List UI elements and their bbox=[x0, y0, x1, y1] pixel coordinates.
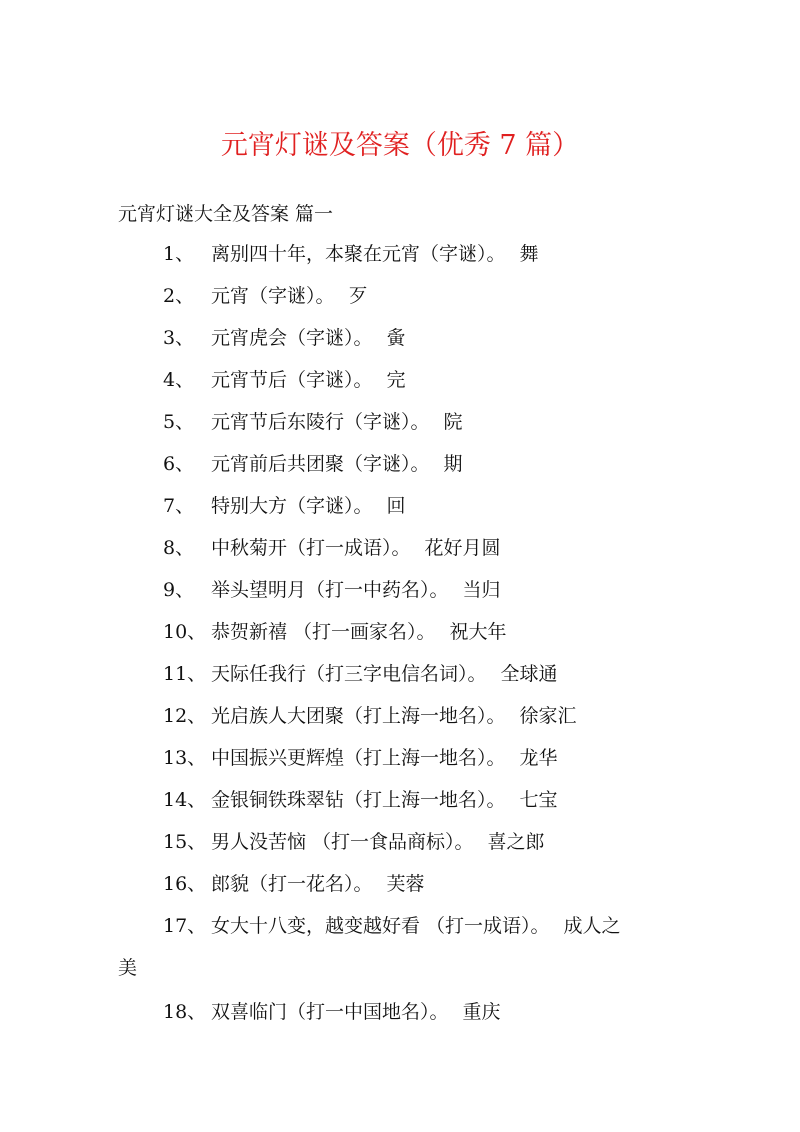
riddle-item bbox=[118, 991, 718, 1033]
riddle-question: 中国振兴更辉煌（打上海一地名）。 bbox=[211, 747, 506, 769]
riddle-question: 特别大方（字谜）。 bbox=[211, 495, 373, 517]
riddle-question: 女大十八变，越变越好看 （打一成语）。 bbox=[211, 915, 550, 937]
riddle-answer: 七宝 bbox=[519, 789, 558, 811]
riddle-answer: 成人之 bbox=[563, 915, 621, 937]
riddle-item bbox=[118, 485, 718, 527]
riddle-answer: 舞 bbox=[519, 243, 539, 265]
riddle-answer: 龙华 bbox=[519, 747, 558, 769]
riddle-answer: 重庆 bbox=[462, 1001, 501, 1023]
riddle-item bbox=[118, 527, 718, 569]
riddle-question: 中秋菊开（打一成语）。 bbox=[211, 537, 411, 559]
riddle-item bbox=[118, 863, 718, 905]
riddle-item bbox=[118, 611, 718, 653]
riddle-number: 11、 bbox=[163, 663, 207, 685]
riddle-number: 18、 bbox=[163, 1001, 207, 1023]
riddle-answer: 歹 bbox=[348, 285, 368, 307]
riddle-number: 12、 bbox=[163, 705, 207, 727]
riddle-answer: 祝大年 bbox=[449, 621, 507, 643]
riddle-answer: 当归 bbox=[462, 579, 501, 601]
riddle-number: 10、 bbox=[163, 621, 207, 643]
riddle-number: 13、 bbox=[163, 747, 207, 769]
riddle-item bbox=[118, 779, 718, 821]
riddle-question: 元宵虎会（字谜）。 bbox=[211, 327, 373, 349]
riddle-answer: 全球通 bbox=[500, 663, 558, 685]
riddle-question: 元宵节后（字谜）。 bbox=[211, 369, 373, 391]
riddle-number: 9、 bbox=[163, 579, 195, 601]
riddle-number: 8、 bbox=[163, 537, 195, 559]
riddle-question: 男人没苦恼 （打一食品商标）。 bbox=[211, 831, 474, 853]
riddle-question: 离别四十年，本聚在元宵（字谜）。 bbox=[211, 243, 506, 265]
section-heading: 元宵灯谜大全及答案 篇一 bbox=[118, 203, 334, 225]
riddle-item bbox=[118, 275, 718, 317]
riddle-question: 金银铜铁珠翠钻（打上海一地名）。 bbox=[211, 789, 506, 811]
riddle-question: 双喜临门（打一中国地名）。 bbox=[211, 1001, 449, 1023]
riddle-number: 17、 bbox=[163, 915, 207, 937]
riddle-question: 元宵节后东陵行（字谜）。 bbox=[211, 411, 430, 433]
riddle-item bbox=[118, 317, 718, 359]
riddle-number: 3、 bbox=[163, 327, 195, 349]
riddle-number: 15、 bbox=[163, 831, 207, 853]
riddle-answer: 完 bbox=[386, 369, 406, 391]
riddle-answer-continuation: 美 bbox=[118, 957, 138, 979]
riddle-answer: 回 bbox=[386, 495, 406, 517]
riddle-number: 6、 bbox=[163, 453, 195, 475]
riddle-item bbox=[118, 443, 718, 485]
riddle-answer: 花好月圆 bbox=[424, 537, 501, 559]
riddle-answer: 夤 bbox=[386, 327, 406, 349]
riddle-item bbox=[118, 359, 718, 401]
riddle-item bbox=[118, 401, 718, 443]
riddle-item bbox=[118, 821, 718, 863]
riddle-question: 元宵前后共团聚（字谜）。 bbox=[211, 453, 430, 475]
riddle-question: 郎貌（打一花名）。 bbox=[211, 873, 373, 895]
riddle-item bbox=[118, 737, 718, 779]
riddle-number: 5、 bbox=[163, 411, 195, 433]
riddle-question: 恭贺新禧 （打一画家名）。 bbox=[211, 621, 436, 643]
riddle-number: 1、 bbox=[163, 243, 195, 265]
riddle-answer: 院 bbox=[443, 411, 463, 433]
riddle-answer: 期 bbox=[443, 453, 463, 475]
riddle-item bbox=[118, 653, 718, 695]
riddle-answer: 喜之郎 bbox=[487, 831, 545, 853]
riddle-question: 光启族人大团聚（打上海一地名）。 bbox=[211, 705, 506, 727]
riddle-question: 举头望明月（打一中药名）。 bbox=[211, 579, 449, 601]
riddle-item bbox=[118, 905, 718, 947]
riddle-number: 16、 bbox=[163, 873, 207, 895]
riddle-question: 天际任我行（打三字电信名词）。 bbox=[211, 663, 487, 685]
riddle-item bbox=[118, 233, 718, 275]
riddle-number: 4、 bbox=[163, 369, 195, 391]
document-title: 元宵灯谜及答案（优秀 7 篇） bbox=[220, 130, 580, 161]
riddle-number: 14、 bbox=[163, 789, 207, 811]
riddle-number: 7、 bbox=[163, 495, 195, 517]
riddle-item bbox=[118, 569, 718, 611]
riddle-answer: 徐家汇 bbox=[519, 705, 577, 727]
riddle-answer: 芙蓉 bbox=[386, 873, 425, 895]
riddle-item bbox=[118, 695, 718, 737]
riddle-number: 2、 bbox=[163, 285, 195, 307]
riddle-question: 元宵（字谜）。 bbox=[211, 285, 335, 307]
